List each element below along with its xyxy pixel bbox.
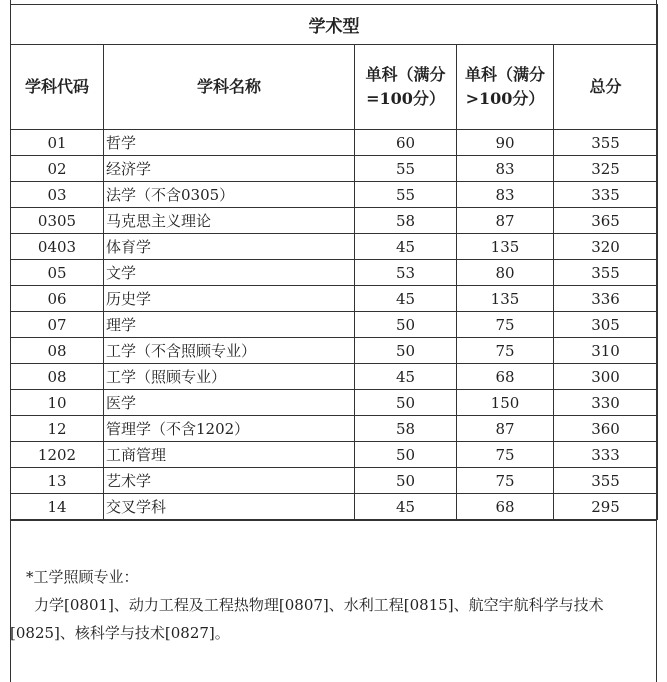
cell-single-100: 50: [355, 442, 457, 468]
cell-name: 经济学: [104, 156, 355, 182]
cell-name: 马克思主义理论: [104, 208, 355, 234]
cell-code: 07: [11, 312, 104, 338]
cell-code: 0403: [11, 234, 104, 260]
table-row: [11, 312, 658, 338]
cell-code: 02: [11, 156, 104, 182]
header-single-over-100: 单科（满分>100分）: [457, 45, 554, 130]
table-row: [11, 260, 658, 286]
cell-single-100: 50: [355, 468, 457, 494]
cell-code: 03: [11, 182, 104, 208]
cell-name: 工学（不含照顾专业）: [104, 338, 355, 364]
header-single-100: 单科（满分=100分）: [355, 45, 457, 130]
cell-single-over-100: 135: [457, 286, 554, 312]
table-row: [11, 156, 658, 182]
cell-code: 01: [11, 130, 104, 156]
cell-total: 355: [554, 130, 658, 156]
table-body: [11, 130, 658, 520]
table-row: [11, 494, 658, 520]
cell-single-100: 45: [355, 286, 457, 312]
cell-single-100: 45: [355, 234, 457, 260]
cell-single-100: 58: [355, 416, 457, 442]
cell-total: 355: [554, 468, 658, 494]
cell-total: 325: [554, 156, 658, 182]
table-row: [11, 286, 658, 312]
cell-total: 295: [554, 494, 658, 520]
table-row: [11, 234, 658, 260]
cell-total: 320: [554, 234, 658, 260]
table-row: [11, 182, 658, 208]
footnote: [10, 520, 657, 682]
cell-single-over-100: 68: [457, 494, 554, 520]
cell-code: 12: [11, 416, 104, 442]
cell-single-100: 45: [355, 364, 457, 390]
cell-name: 管理学（不含1202）: [104, 416, 355, 442]
cell-single-over-100: 83: [457, 182, 554, 208]
cell-total: 335: [554, 182, 658, 208]
cell-single-over-100: 150: [457, 390, 554, 416]
cell-single-over-100: 87: [457, 208, 554, 234]
cell-single-100: 50: [355, 338, 457, 364]
cell-total: 365: [554, 208, 658, 234]
cell-code: 05: [11, 260, 104, 286]
cell-single-100: 55: [355, 156, 457, 182]
table-row: [11, 130, 658, 156]
cell-code: 10: [11, 390, 104, 416]
table-row: [11, 338, 658, 364]
cell-single-over-100: 75: [457, 442, 554, 468]
table-row: [11, 416, 658, 442]
cell-single-over-100: 135: [457, 234, 554, 260]
header-code: 学科代码: [11, 45, 104, 130]
cell-single-over-100: 75: [457, 338, 554, 364]
cell-single-over-100: 87: [457, 416, 554, 442]
cell-name: 理学: [104, 312, 355, 338]
cell-name: 法学（不含0305）: [104, 182, 355, 208]
table-row: [11, 442, 658, 468]
cell-single-100: 45: [355, 494, 457, 520]
footnote-heading: *工学照顾专业：: [26, 568, 139, 586]
cell-code: 08: [11, 364, 104, 390]
cell-single-100: 60: [355, 130, 457, 156]
table-row: [11, 208, 658, 234]
cell-code: 14: [11, 494, 104, 520]
table-header-row: [11, 45, 658, 130]
header-total: 总分: [554, 45, 658, 130]
cell-single-100: 50: [355, 390, 457, 416]
cell-total: 336: [554, 286, 658, 312]
cell-name: 工商管理: [104, 442, 355, 468]
cell-code: 13: [11, 468, 104, 494]
cell-single-100: 50: [355, 312, 457, 338]
cell-total: 305: [554, 312, 658, 338]
cell-name: 体育学: [104, 234, 355, 260]
header-name: 学科名称: [104, 45, 355, 130]
table-row: [11, 468, 658, 494]
cell-name: 历史学: [104, 286, 355, 312]
cell-single-100: 53: [355, 260, 457, 286]
cell-name: 交叉学科: [104, 494, 355, 520]
cell-name: 哲学: [104, 130, 355, 156]
cell-code: 08: [11, 338, 104, 364]
cell-code: 0305: [11, 208, 104, 234]
cell-total: 360: [554, 416, 658, 442]
cell-single-100: 55: [355, 182, 457, 208]
cell-total: 310: [554, 338, 658, 364]
cell-single-100: 58: [355, 208, 457, 234]
cell-single-over-100: 80: [457, 260, 554, 286]
cell-code: 1202: [11, 442, 104, 468]
cell-single-over-100: 90: [457, 130, 554, 156]
table-row: [11, 364, 658, 390]
cell-name: 医学: [104, 390, 355, 416]
table-row: [11, 390, 658, 416]
cell-name: 工学（照顾专业）: [104, 364, 355, 390]
cell-single-over-100: 83: [457, 156, 554, 182]
cell-total: 355: [554, 260, 658, 286]
cell-total: 300: [554, 364, 658, 390]
table-title: 学术型: [11, 5, 658, 45]
cell-name: 艺术学: [104, 468, 355, 494]
footnote-body: 力学[0801]、动力工程及工程热物理[0807]、水利工程[0815]、航空宇航科学与技术[0825]、核科学与技术[0827]。: [10, 596, 604, 642]
cell-code: 06: [11, 286, 104, 312]
cell-single-over-100: 75: [457, 312, 554, 338]
cell-single-over-100: 75: [457, 468, 554, 494]
cell-single-over-100: 68: [457, 364, 554, 390]
cell-name: 文学: [104, 260, 355, 286]
cell-total: 333: [554, 442, 658, 468]
table-title-row: [11, 5, 658, 45]
cell-total: 330: [554, 390, 658, 416]
score-table: [10, 4, 658, 520]
